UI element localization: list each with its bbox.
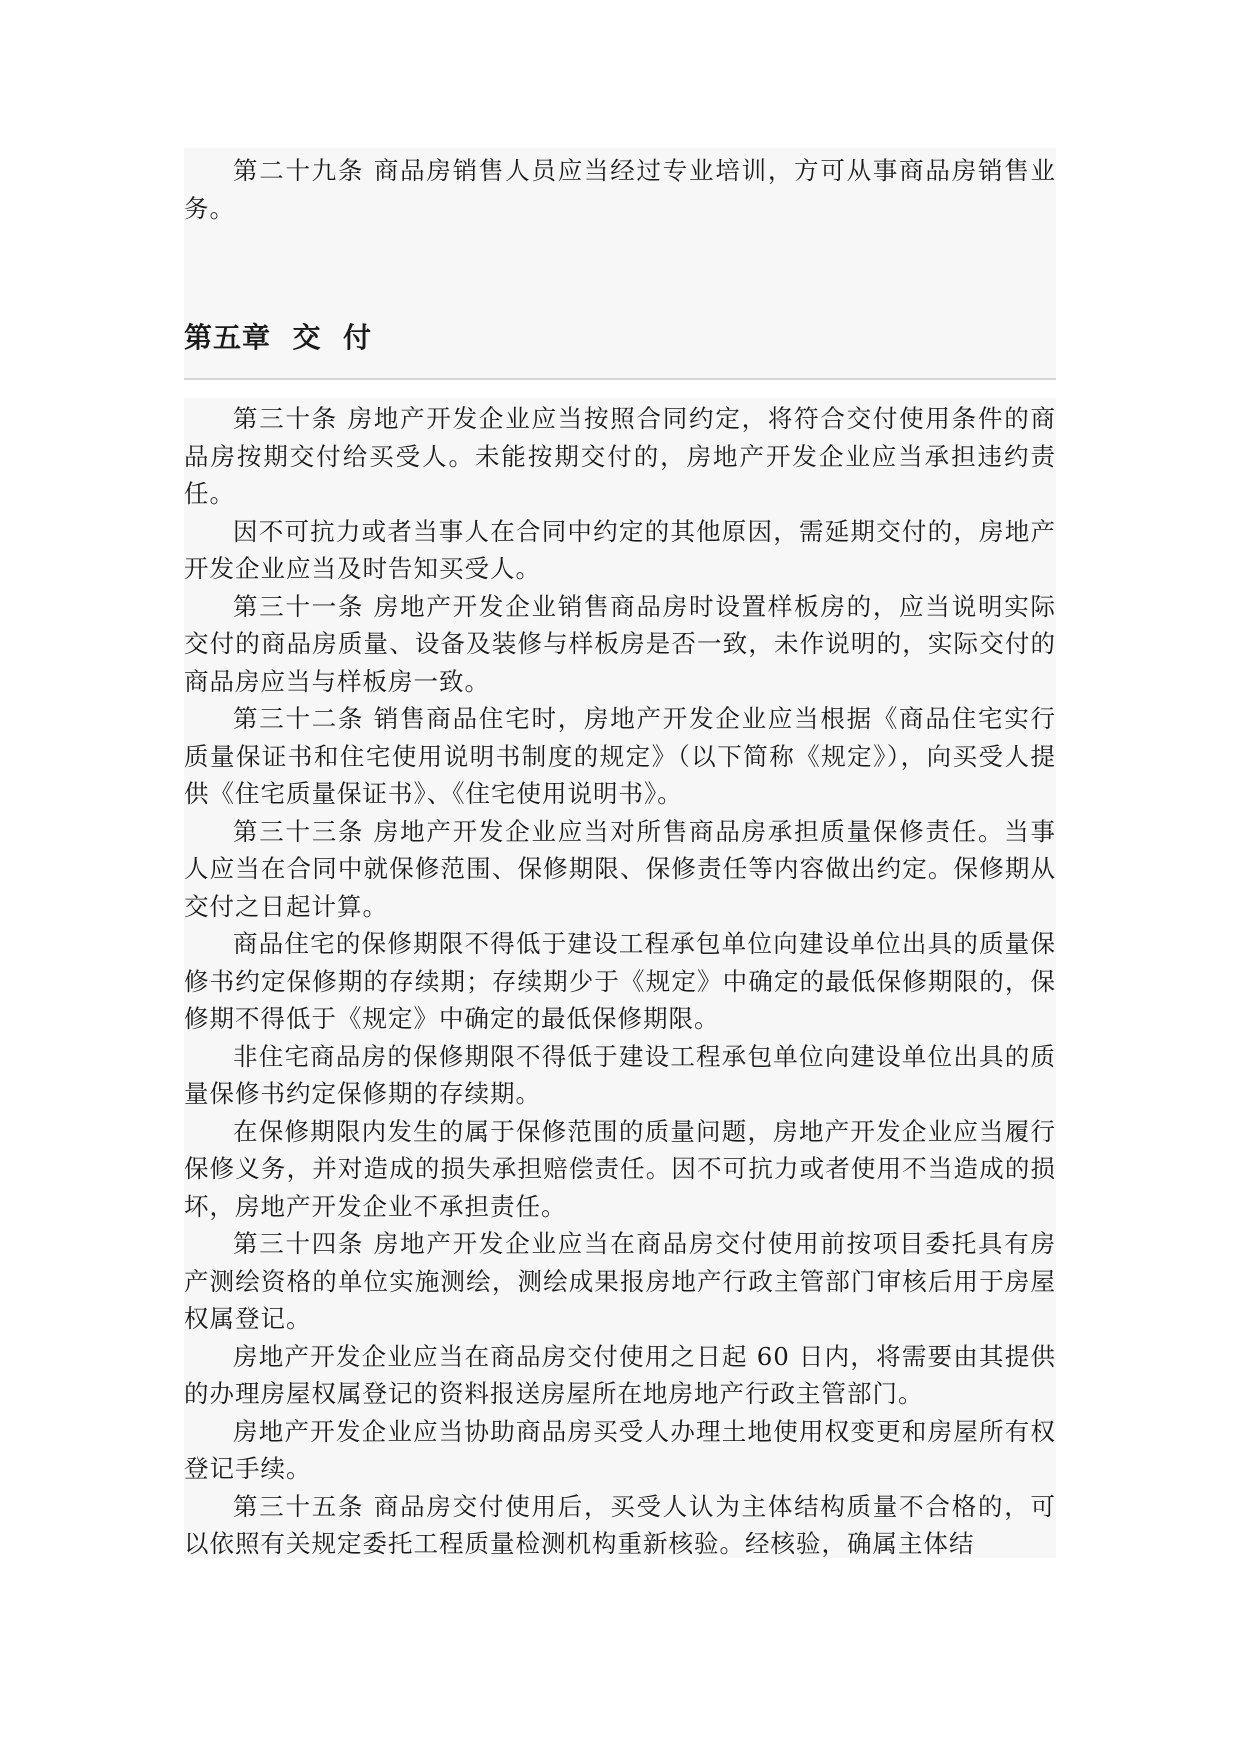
chapter-5-body <box>184 398 1056 1558</box>
heading-divider <box>184 378 1056 380</box>
article-30-delay-paragraph: 因不可抗力或者当事人在合同中约定的其他原因，需延期交付的，房地产开发企业应当及时告知买受人。 <box>184 516 1056 583</box>
article-34-paragraph: 第三十四条 房地产开发企业应当在商品房交付使用前按项目委托具有房产测绘资格的单位实施测绘，测绘成果报房地产行政主管部门审核后用于房屋权属登记。 <box>184 1229 1056 1333</box>
article-31-paragraph: 第三十一条 房地产开发企业销售商品房时设置样板房的，应当说明实际交付的商品房质量、设备及装修与样板房是否一致，未作说明的，实际交付的商品房应当与样板房一致。 <box>184 591 1056 696</box>
article-33-nonresidential-paragraph: 非住宅商品房的保修期限不得低于建设工程承包单位向建设单位出具的质量保修书约定保修期的存续期。 <box>184 1041 1056 1108</box>
article-35-paragraph: 第三十五条 商品房交付使用后，买受人认为主体结构质量不合格的，可以依照有关规定委托工程质量检测机构重新核验。经核验，确属主体结 <box>184 1491 1056 1558</box>
article-34-registration-paragraph: 房地产开发企业应当在商品房交付使用之日起 60 日内，将需要由其提供的办理房屋权属登记的资料报送房屋所在地房地产行政主管部门。 <box>184 1341 1056 1408</box>
chapter-heading: 第五章 交 付 <box>184 321 372 354</box>
article-30-paragraph: 第三十条 房地产开发企业应当按照合同约定，将符合交付使用条件的商品房按期交付给买受人。未能按期交付的，房地产开发企业应当承担违约责任。 <box>184 404 1056 508</box>
article-29-section <box>184 148 1056 380</box>
article-33-liability-paragraph: 在保修期限内发生的属于保修范围的质量问题，房地产开发企业应当履行保修义务，并对造成的损失承担赔偿责任。因不可抗力或者使用不当造成的损坏，房地产开发企业不承担责任。 <box>184 1116 1056 1221</box>
article-32-paragraph: 第三十二条 销售商品住宅时，房地产开发企业应当根据《商品住宅实行质量保证书和住宅使用说明书制度的规定》（以下简称《规定》），向买受人提供《住宅质量保证书》、《住宅使用说明书》。 <box>184 704 1056 808</box>
article-33-paragraph: 第三十三条 房地产开发企业应当对所售商品房承担质量保修责任。当事人应当在合同中就保修范围、保修期限、保修责任等内容做出约定。保修期从交付之日起计算。 <box>184 816 1056 921</box>
article-29-paragraph: 第二十九条 商品房销售人员应当经过专业培训，方可从事商品房销售业务。 <box>184 156 1056 223</box>
article-33-residential-paragraph: 商品住宅的保修期限不得低于建设工程承包单位向建设单位出具的质量保修书约定保修期的存续期；存续期少于《规定》中确定的最低保修期限的，保修期不得低于《规定》中确定的最低保修期限。 <box>184 929 1056 1033</box>
article-34-assist-paragraph: 房地产开发企业应当协助商品房买受人办理土地使用权变更和房屋所有权登记手续。 <box>184 1416 1056 1483</box>
